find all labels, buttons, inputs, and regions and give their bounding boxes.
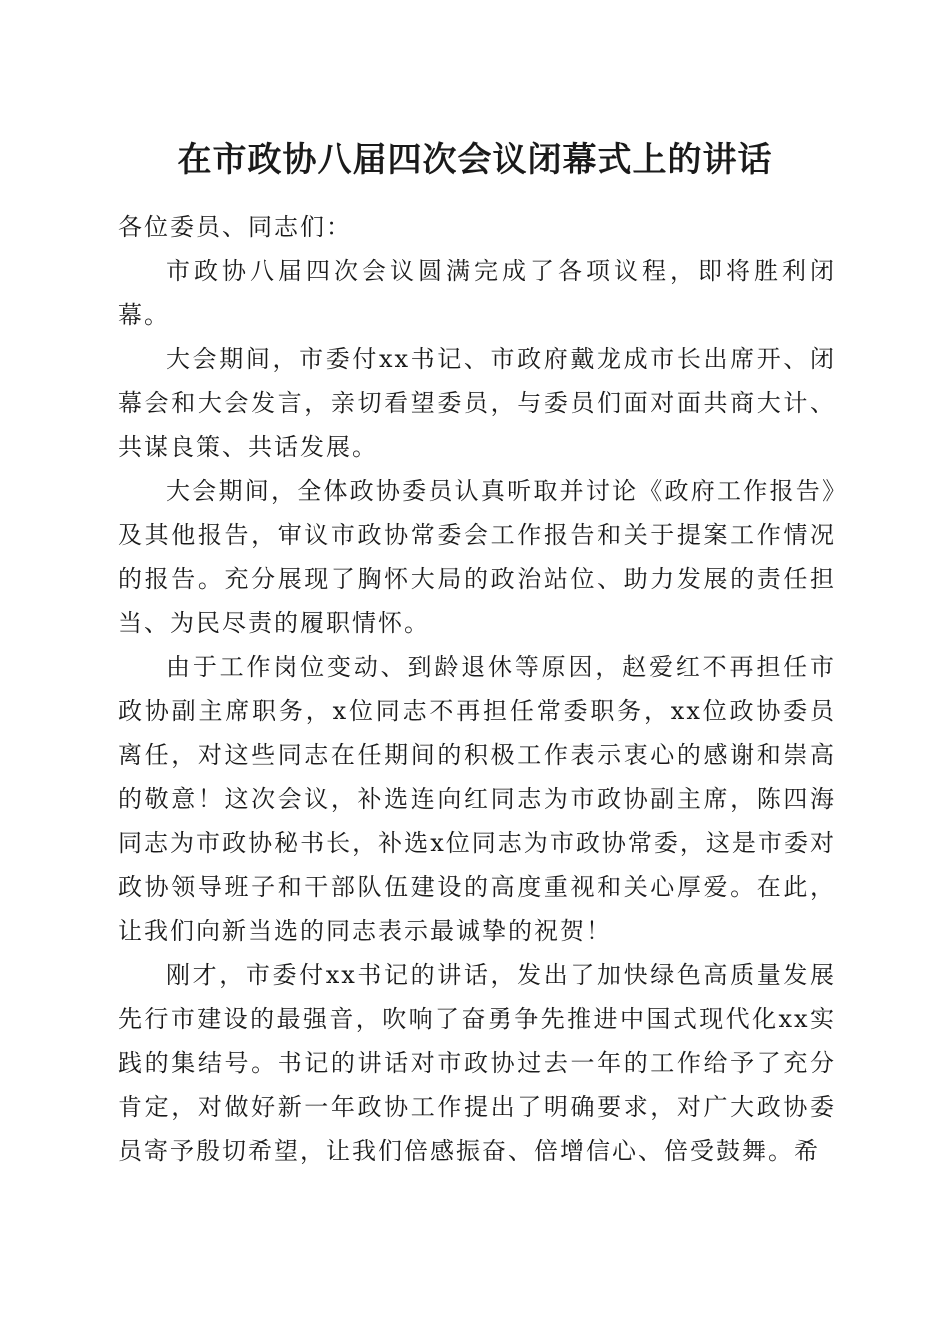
document-title: 在市政协八届四次会议闭幕式上的讲话 bbox=[177, 140, 773, 180]
paragraph-2: 大会期间，市委付xx书记、市政府戴龙成市长出席开、闭幕会和大会发言，亲切看望委员，与委员们面对面共商大计、共谋良策、共话发展。 bbox=[118, 345, 836, 461]
document-body bbox=[118, 205, 836, 1173]
salutation: 各位委员、同志们： bbox=[118, 213, 352, 241]
paragraph-3: 大会期间，全体政协委员认真听取并讨论《政府工作报告》及其他报告，审议市政协常委会工作报告和关于提案工作情况的报告。充分展现了胸怀大局的政治站位、助力发展的责任担当、为民尽责的履职情怀。 bbox=[118, 477, 836, 637]
paragraph-5: 刚才，市委付xx书记的讲话，发出了加快绿色高质量发展先行市建设的最强音，吹响了奋勇争先推进中国式现代化xx实践的集结号。书记的讲话对市政协过去一年的工作给予了充分肯定，对做好新一年政协工作提出了明确要求，对广大政协委员寄予殷切希望，让我们倍感振奋、倍增信心、倍受鼓舞。希 bbox=[118, 961, 836, 1165]
paragraph-4: 由于工作岗位变动、到龄退休等原因，赵爱红不再担任市政协副主席职务，x位同志不再担任常委职务，xx位政协委员离任，对这些同志在任期间的积极工作表示衷心的感谢和崇高的敬意！这次会议，补选连向红同志为市政协副主席，陈四海同志为市政协秘书长，补选x位同志为市政协常委，这是市委对政协领导班子和干部队伍建设的高度重视和关心厚爱。在此，让我们向新当选的同志表示最诚挚的祝贺！ bbox=[118, 653, 836, 945]
paragraph-1: 市政协八届四次会议圆满完成了各项议程，即将胜利闭幕。 bbox=[118, 257, 836, 329]
